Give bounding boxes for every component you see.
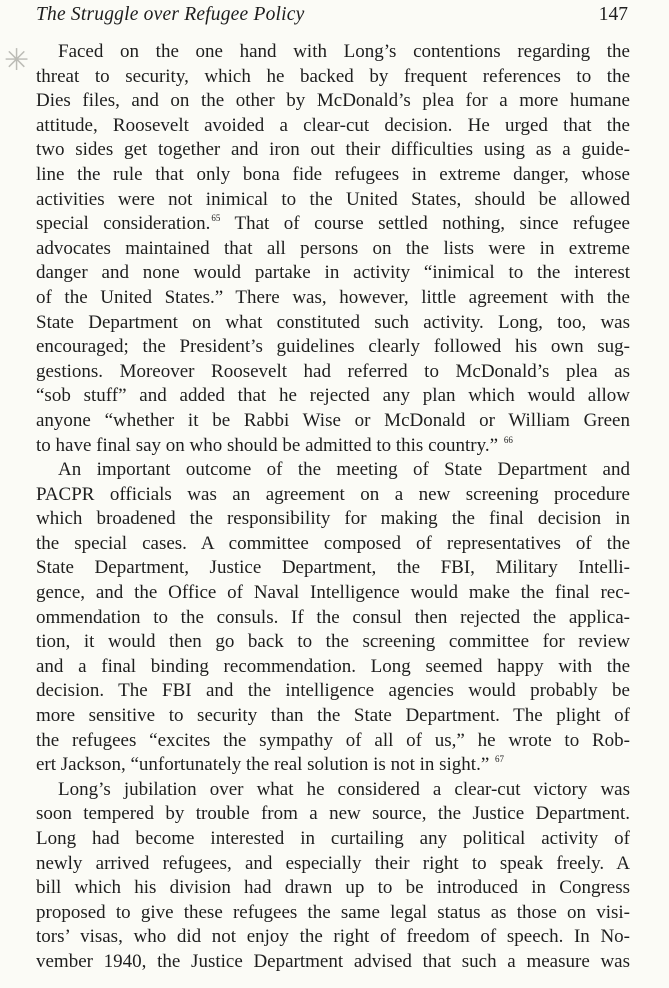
text-line: and a final binding recommendation. Long seemed happy with the bbox=[36, 655, 630, 677]
margin-asterisk-mark: ✳ bbox=[4, 44, 30, 77]
text-line: tors’ visas, who did not enjoy the right of freedom of speech. In No- bbox=[36, 926, 630, 948]
text-line: bill which his division had drawn up to be introduced in Congress bbox=[36, 877, 630, 899]
text-line: gence, and the Office of Naval Intelligence would make the final rec- bbox=[36, 582, 630, 604]
text-fragment: That of course settled nothing, since refugee bbox=[220, 213, 630, 235]
paragraph bbox=[36, 778, 630, 975]
text-line: which broadened the responsibility for making the final decision in bbox=[36, 508, 630, 530]
text-line: decision. The FBI and the intelligence agencies would probably be bbox=[36, 680, 630, 702]
text-line: proposed to give these refugees the same legal status as those on visi- bbox=[36, 901, 630, 923]
footnote-ref-65: 65 bbox=[211, 213, 221, 224]
text-line: line the rule that only bona fide refugees in extreme danger, whose bbox=[36, 163, 630, 185]
running-header bbox=[36, 4, 628, 26]
text-line: gestions. Moreover Roosevelt had referred to McDonald’s plea as bbox=[36, 360, 630, 382]
text-line: PACPR officials was an agreement on a new screening procedure bbox=[36, 483, 630, 505]
text-line: State Department on what constituted such activity. Long, too, was bbox=[36, 311, 630, 333]
text-fragment: to have final say on who should be admitted to this country.” bbox=[36, 434, 499, 456]
text-line: encouraged; the President’s guidelines clearly followed his own sug- bbox=[36, 336, 630, 358]
text-line: of the United States.” There was, however, little agreement with the bbox=[36, 286, 630, 308]
text-line: newly arrived refugees, and especially their right to speak freely. A bbox=[36, 852, 630, 874]
running-title: The Struggle over Refugee Policy bbox=[36, 4, 305, 25]
text-fragment: ert Jackson, “unfortunately the real solution is not in sight.” bbox=[36, 754, 490, 776]
text-line: ommendation to the consuls. If the consul then rejected the applica- bbox=[36, 606, 630, 628]
text-line: Long’s jubilation over what he considered a clear-cut victory was bbox=[58, 778, 630, 800]
text-line: the refugees “excites the sympathy of all of us,” he wrote to Rob- bbox=[36, 729, 630, 751]
text-fragment: special consideration. bbox=[36, 213, 211, 235]
footnote-ref-67: 67 bbox=[495, 754, 505, 765]
text-line bbox=[36, 434, 630, 459]
page-number: 147 bbox=[598, 4, 628, 25]
text-line: Faced on the one hand with Long’s contentions regarding the bbox=[58, 41, 630, 62]
text-line: State Department, Justice Department, the FBI, Military Intelli- bbox=[36, 557, 630, 579]
text-line: attitude, Roosevelt avoided a clear-cut decision. He urged that the bbox=[36, 114, 630, 136]
text-line: tion, it would then go back to the screening committee for review bbox=[36, 631, 630, 653]
text-line: Long had become interested in curtailing any political activity of bbox=[36, 828, 630, 849]
footnote-ref-66: 66 bbox=[503, 434, 513, 445]
text-line: activities were not inimical to the United States, should be allowed bbox=[36, 188, 630, 210]
text-line: anyone “whether it be Rabbi Wise or McDonald or William Green bbox=[36, 409, 630, 431]
text-line: advocates maintained that all persons on the lists were in extreme bbox=[36, 237, 630, 259]
text-line: more sensitive to security than the State Department. The plight of bbox=[36, 705, 630, 727]
text-line: “sob stuff” and added that he rejected any plan which would allow bbox=[36, 385, 630, 407]
text-line: threat to security, which he backed by frequent references to the bbox=[36, 65, 630, 87]
paragraph bbox=[36, 458, 630, 778]
paragraph bbox=[36, 40, 630, 458]
text-line: soon tempered by trouble from a new source, the Justice Department. bbox=[36, 803, 630, 825]
text-line: danger and none would partake in activity “inimical to the interest bbox=[36, 262, 630, 284]
text-line: Dies files, and on the other by McDonald’s plea for a more humane bbox=[36, 90, 630, 112]
text-line: two sides get together and iron out their difficulties using as a guide- bbox=[36, 139, 630, 161]
text-line: the special cases. A committee composed of representatives of the bbox=[36, 532, 630, 554]
text-line bbox=[36, 212, 630, 237]
text-line bbox=[36, 753, 630, 778]
text-line: vember 1940, the Justice Department advised that such a measure was bbox=[36, 950, 630, 972]
body-text bbox=[36, 40, 630, 975]
text-line: An important outcome of the meeting of State Department and bbox=[58, 459, 630, 481]
